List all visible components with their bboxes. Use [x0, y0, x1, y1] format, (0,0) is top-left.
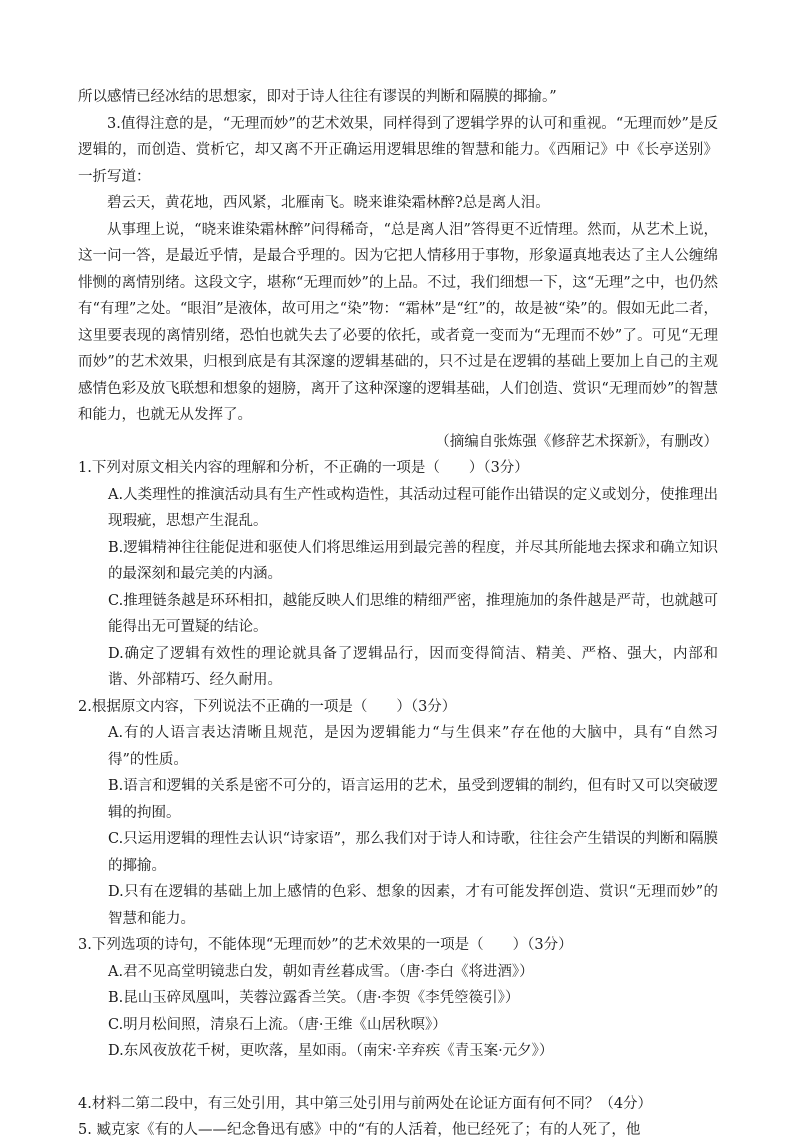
passage-paragraph: 从事理上说，“晓来谁染霜林醉”问得稀奇，“总是离人泪”答得更不近情理。然而，从艺术上说，这一问一答，是最近乎情，是最合乎理的。因为它把人情移用于事物，形象逼真地表达了主人公缠绵悱恻的离情别绪。这段文字，堪称“无理而妙”的上品。不过，我们细想一下，这“无理”之中，也仍然有“有理”之处。“眼泪”是液体，故可用之“染”物：“霜林”是“红”的，故是被“染”的。假如无此二者，这里要表现的离情别绪，恐怕也就失去了必要的依托，或者竟一变而为“无理而不妙”了。可见“无理而妙”的艺术效果，归根到底是有其深邃的逻辑基础的，只不过是在逻辑的基础上要加上自己的主观感情色彩及放飞联想和想象的翅膀，离开了这种深邃的逻辑基础，人们创造、赏识“无理而妙”的智慧和能力，也就无从发挥了。 [78, 221, 718, 423]
answer-option: D.只有在逻辑的基础上加上感情的色彩、想象的因素，才有可能发挥创造、赏识“无理而妙”的智慧和能力。 [108, 884, 718, 927]
answer-option: C.明月松间照，清泉石上流。（唐·王维《山居秋暝》） [108, 1016, 447, 1033]
question-stem: 4.材料二第二段中，有三处引用，其中第三处引用与前两处在论证方面有何不同？（4分） [78, 1095, 653, 1112]
spacer [78, 1065, 718, 1091]
question-stem: 3.下列选项的诗句，不能体现“无理而妙”的艺术效果的一项是（ ）（3分） [78, 937, 573, 953]
answer-option: C.推理链条越是环环相扣，越能反映人们思维的精细严密，推理施加的条件越是严苛，也就越可能得出无可置疑的结论。 [108, 592, 718, 635]
answer-option: A.人类理性的推演活动具有生产性或构造性，其活动过程可能作出错误的定义或划分，使推理出现瑕疵，思想产生混乱。 [108, 486, 718, 529]
answer-option: D.确定了逻辑有效性的理论就具备了逻辑品行，因而变得简洁、精美、严格、强大，内部和谐、外部精巧、经久耐用。 [108, 645, 718, 688]
poem-quote: 碧云天，黄花地，西风紧，北雁南飞。晓来谁染霜林醉?总是离人泪。 [107, 195, 550, 211]
answer-option: A.君不见高堂明镜悲白发，朝如青丝暮成雪。（唐·李白《将进酒》） [108, 963, 534, 980]
source-citation: （摘编自张炼强《修辞艺术探新》，有删改） [435, 433, 718, 450]
answer-option: B.逻辑精神往往能促进和驱使人们将思维运用到最完善的程度，并尽其所能地去探求和确立知识的最深刻和最完美的内涵。 [108, 539, 718, 582]
answer-option: C.只运用逻辑的理性去认识“诗家语”，那么我们对于诗人和诗歌，往往会产生错误的判断和隔膜的揶揄。 [108, 831, 719, 874]
passage-paragraph: 3.值得注意的是，“无理而妙”的艺术效果，同样得到了逻辑学界的认可和重视。“无理而妙”是反逻辑的，而创造、赏析它，却又离不开正确运用逻辑思维的智慧和能力。《西厢记》中《长亭送别》一折写道： [78, 115, 718, 185]
question-stem: 5. 臧克家《有的人——纪念鲁迅有感》中的“有的人活着，他已经死了；有的人死了，他 [78, 1122, 641, 1138]
answer-option: D.东风夜放花千树，更吹落，星如雨。（南宋·辛弃疾《青玉案·元夕》） [108, 1043, 554, 1059]
passage-paragraph: 所以感情已经冰结的思想家，即对于诗人往往有谬误的判断和隔膜的揶揄。” [78, 89, 557, 105]
answer-option: B.昆山玉碎凤凰叫，芙蓉泣露香兰笑。（唐·李贺《李凭箜篌引》） [108, 990, 520, 1006]
question-stem: 2.根据原文内容，下列说法不正确的一项是（ ）（3分） [78, 698, 457, 715]
answer-option: A.有的人语言表达清晰且规范，是因为逻辑能力“与生俱来”存在他的大脑中，具有“自然习得”的性质。 [108, 725, 718, 768]
answer-option: B.语言和逻辑的关系是密不可分的，语言运用的艺术，虽受到逻辑的制约，但有时又可以突破逻辑的拘囿。 [108, 778, 718, 821]
question-stem: 1.下列对原文相关内容的理解和分析，不正确的一项是（ ）（3分） [78, 460, 529, 476]
